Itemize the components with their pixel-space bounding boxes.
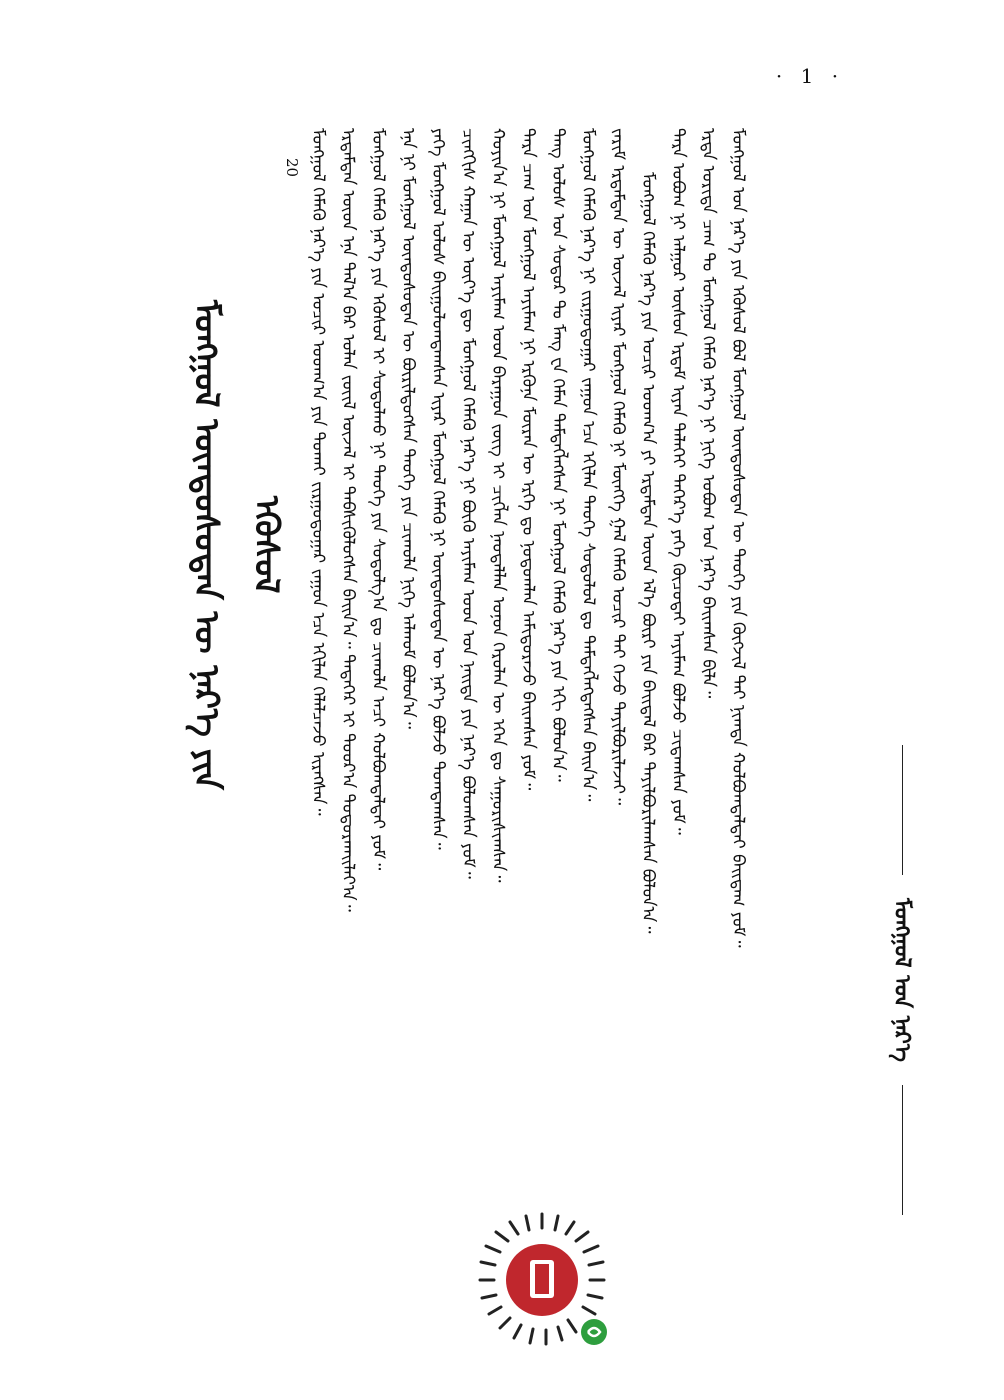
qr-code-icon	[462, 1208, 622, 1358]
footnote-marker: 20	[283, 158, 301, 178]
text-column: ᠲᠡᠷᠡ ᠣᠪᠣᠭ ᠨᠢ ᠠᠯᠭᠤᠷ ᠥᠰᠦᠨ ᠡᠷᠲᠡᠮ ᠢᠶᠡᠨ ᠲᠡᠯᠡᠬᠡᠢ ᠳᠡᠭᠡᠷ᠎ᠡ ᠶᠡᠬᠡ ᠬᠦᠴᠦᠲᠡᠢ ᠠᠶᠢᠮᠠᠭ ᠪᠣᠯᠵᠤ ᠴᠢᠳᠠᠭᠰᠠᠨ ᠶᠤᠮ᠃	[668, 128, 688, 835]
running-header-label: ᠮᠣᠩᠭ᠋ᠣᠯ ᠤᠨ ᠨᠡᠷ᠎ᠡ	[889, 898, 915, 1062]
text-column: ᠵᠠᠷᠢᠮ ᠡᠷᠳᠡᠮᠳᠡᠨ ᠦ ᠦᠵᠡᠯ ᠢᠶᠡᠷ ᠮᠣᠩᠭ᠋ᠣᠯ ᠬᠡᠮᠡᠬᠦ ᠨᠢ ᠮᠥᠩᠬᠡ ᠭᠠᠯ ᠬᠡᠮᠡᠬᠦ ᠤᠴᠢᠷ ᠲᠠᠢ ᠭᠡᠵᠦ ᠲᠠᠶᠢᠯᠪᠤᠷᠢᠯᠠᠵᠠᠢ᠃	[608, 128, 628, 806]
text-column: ᠲᠠᠩ ᠤᠯᠤᠰ ᠤᠨ ᠰᠤᠳᠤᠷ ᠲᠤ ᠮᠡᠩ ᠸᠠ ᠬᠡᠮᠡᠨ ᠲᠡᠮᠳᠡᠭᠯᠡᠭᠰᠡᠨ ᠨᠢ ᠮᠣᠩᠭ᠋ᠣᠯ ᠬᠡᠮᠡᠬᠦ ᠨᠡᠷ᠎ᠡ ᠶᠢᠨ ᠡᠬᠢ ᠪᠣᠯᠣᠨ᠎ᠠ᠃	[548, 128, 568, 782]
text-column: ᠮᠣᠩᠭ᠋ᠣᠯ ᠬᠡᠮᠡᠬᠦ ᠨᠡᠷ᠎ᠡ ᠨᠢ ᠵᠢᠷᠭᠤᠳᠤᠭᠠᠷ ᠵᠠᠭᠤᠨ ᠡᠴᠡ ᠡᠬᠢᠯᠡᠨ ᠲᠡᠦᠬᠡ ᠰᠤᠳᠤᠯᠤᠯ ᠳᠤ ᠲᠡᠮᠳᠡᠭᠯᠡᠭᠳᠡᠭᠰᠡᠨ ᠪᠠᠢᠨ᠎ᠠ᠃	[578, 128, 598, 802]
header-rule-bottom	[902, 1085, 903, 1215]
page-number: · 1 ·	[775, 64, 845, 88]
text-column: ᠡᠷᠳᠡᠮᠳᠡᠨ ᠦᠳ ᠡᠨᠡ ᠲᠠᠯ᠎ᠠ ᠪᠠᠷ ᠣᠯᠠᠨ ᠵᠦᠢᠯ ᠦᠵᠡᠯ ᠢ ᠳᠡᠪᠰᠢᠭᠦᠯᠦᠭᠰᠡᠨ ᠪᠠᠢᠨ᠎ᠠ᠃ ᠲᠡᠳᠡᠭᠡᠷ ᠢ ᠳᠣᠣᠷ᠎ᠠ ᠲᠣᠳᠣᠷᠬᠠᠢᠯᠠᠶ᠎ᠠ᠃	[338, 128, 358, 912]
running-header	[872, 745, 932, 1215]
text-column: ᠮᠣᠩᠭ᠋ᠣᠯ ᠤᠨ ᠨᠡᠷ᠎ᠡ ᠶᠢᠨ ᠡᠭᠦᠰᠦᠯ ᠪᠣᠯ ᠮᠣᠩᠭ᠋ᠣᠯ ᠦᠨᠳᠦᠰᠦᠲᠡᠨ ᠦ ᠲᠡᠦᠬᠡ ᠶᠢᠨ ᠬᠥᠭᠵᠢᠯ ᠲᠡᠢ ᠨᠢᠭᠲᠠ ᠬᠣᠯᠪᠣᠭᠳᠠᠯᠲᠠᠢ ᠪᠠᠢᠳᠠᠭ ᠶᠤᠮ᠃	[728, 128, 748, 948]
text-column: ᠶᠡᠬᠡ ᠮᠣᠩᠭ᠋ᠣᠯ ᠤᠯᠤᠰ ᠪᠠᠢᠭᠤᠯᠤᠭᠳᠠᠭᠰᠠᠨ ᠢᠶᠡᠷ ᠮᠣᠩᠭ᠋ᠣᠯ ᠬᠡᠮᠡᠬᠦ ᠨᠢ ᠦᠨᠳᠦᠰᠦᠲᠡᠨ ᠦ ᠨᠡᠷ᠎ᠡ ᠪᠣᠯᠵᠤ ᠲᠣᠭᠲᠠᠭᠰᠠᠨ᠃	[428, 128, 448, 850]
text-column: ᠡᠷᠲᠡ ᠤᠷᠢᠳᠠ ᠴᠠᠭ ᠲᠤ ᠮᠣᠩᠭ᠋ᠣᠯ ᠬᠡᠮᠡᠬᠦ ᠨᠡᠷ᠎ᠡ ᠨᠢ ᠨᠢᠭᠡ ᠣᠪᠣᠭ ᠤᠨ ᠨᠡᠷ᠎ᠡ ᠪᠠᠢᠭᠰᠠᠨ ᠪᠢᠯᠡ᠃	[698, 128, 718, 699]
body-text	[283, 128, 753, 1288]
text-column: ᠲᠡᠷᠡ ᠴᠠᠭ ᠤᠨ ᠮᠣᠩᠭ᠋ᠣᠯ ᠠᠶᠢᠮᠠᠭ ᠨᠢ ᠡᠷᠭᠦᠨᠡ ᠮᠥᠷᠡᠨ ᠦ ᠡᠷᠭᠡ ᠳᠤ ᠨᠤᠳᠤᠭᠯᠠᠨ ᠠᠮᠢᠳᠤᠷᠠᠵᠤ ᠪᠠᠢᠭᠰᠠᠨ ᠶᠤᠮ᠃	[518, 128, 538, 791]
chapter-title: ᠮᠣᠩᠭ᠋ᠣᠯ ᠦᠨᠳᠦᠰᠦᠲᠡᠨ ᠦ ᠨᠡᠷ᠎ᠡ ᠶᠢᠨ ᠡᠭᠦᠰᠦᠯ	[186, 300, 286, 790]
text-column: ᠡᠨᠡ ᠨᠢ ᠮᠣᠩᠭ᠋ᠣᠯ ᠦᠨᠳᠦᠰᠦᠲᠡᠨ ᠦ ᠪᠦᠷᠢᠯᠳᠦᠭᠰᠡᠨ ᠲᠡᠦᠬᠡ ᠶᠢᠨ ᠴᠢᠬᠤᠯᠠ ᠨᠢᠭᠡ ᠠᠯᠬᠤᠮ ᠪᠣᠯᠣᠨ᠎ᠠ᠃	[398, 128, 418, 729]
text-column: ᠮᠣᠩᠭ᠋ᠣᠯ ᠬᠡᠮᠡᠬᠦ ᠨᠡᠷ᠎ᠡ ᠶᠢᠨ ᠤᠴᠢᠷ ᠤᠳᠬ᠎ᠠ ᠶᠢ ᠡᠷᠳᠡᠮᠳᠡᠨ ᠦᠳ ᠡᠯ᠎ᠡ ᠪᠦᠷᠢ ᠶᠢᠨ ᠪᠠᠢᠳᠠᠯ ᠪᠡᠷ ᠲᠠᠶᠢᠯᠪᠤᠷᠢᠯᠠᠭᠰᠠᠨ ᠪᠣᠯᠣᠨ᠎ᠠ᠃	[638, 172, 658, 934]
header-rule-top	[902, 745, 903, 875]
text-column: ᠮᠣᠩᠭ᠋ᠣᠯ ᠬᠡᠮᠡᠬᠦ ᠨᠡᠷ᠎ᠡ ᠶᠢᠨ ᠤᠴᠢᠷ ᠤᠳᠬ᠎ᠠ ᠶᠢᠨ ᠲᠤᠬᠠᠢ ᠵᠢᠷᠭᠤᠳᠤᠭᠠᠷ ᠵᠠᠭᠤᠨ ᠡᠴᠡ ᠡᠬᠢᠯᠡᠨ ᠬᠡᠯᠡᠯᠴᠡᠵᠦ ᠢᠷᠡᠭᠰᠡᠨ᠃	[308, 128, 328, 816]
text-column: ᠬᠣᠶᠢᠨ᠎ᠠ ᠨᠢ ᠮᠣᠩᠭ᠋ᠣᠯ ᠠᠶᠢᠮᠠᠭ ᠤᠳ ᠪᠠᠷᠠᠭᠤᠨ ᠵᠦᠭ ᠢ ᠴᠢᠭᠯᠡᠨ ᠨᠡᠦᠳᠡᠯᠯᠡᠨ ᠣᠨᠣᠨ ᠬᠡᠷᠦᠯᠡᠨ ᠦ ᠡᠬᠡᠨ ᠳᠤ ᠰᠠᠭᠤᠷᠢᠰᠢᠭᠰᠠᠨ᠃	[488, 128, 508, 883]
mini-program-qr-watermark	[462, 1208, 622, 1358]
text-column: ᠴᠢᠩᠭᠢᠰ ᠬᠠᠭᠠᠨ ᠦ ᠦᠶ᠎ᠡ ᠳᠦ ᠮᠣᠩᠭ᠋ᠣᠯ ᠬᠡᠮᠡᠬᠦ ᠨᠡᠷ᠎ᠡ ᠨᠢ ᠪᠦᠬᠦ ᠠᠶᠢᠮᠠᠭ ᠤᠳ ᠤᠨ ᠨᠡᠢᠲᠡ ᠶᠢᠨ ᠨᠡᠷ᠎ᠡ ᠪᠣᠯᠣᠭᠰᠠᠨ ᠶᠤᠮ᠃	[458, 128, 478, 879]
text-column: ᠮᠣᠩᠭ᠋ᠣᠯ ᠬᠡᠮᠡᠬᠦ ᠨᠡᠷ᠎ᠡ ᠶᠢᠨ ᠡᠭᠦᠰᠦᠯ ᠢ ᠰᠤᠳᠤᠯᠬᠤ ᠨᠢ ᠲᠡᠦᠬᠡ ᠶᠢᠨ ᠰᠤᠳᠤᠯᠭ᠎ᠠ ᠳᠤ ᠴᠢᠬᠤᠯᠠ ᠠᠴᠢ ᠬᠣᠯᠪᠣᠭᠳᠠᠯᠲᠠᠢ ᠶᠤᠮ᠃	[368, 128, 388, 871]
